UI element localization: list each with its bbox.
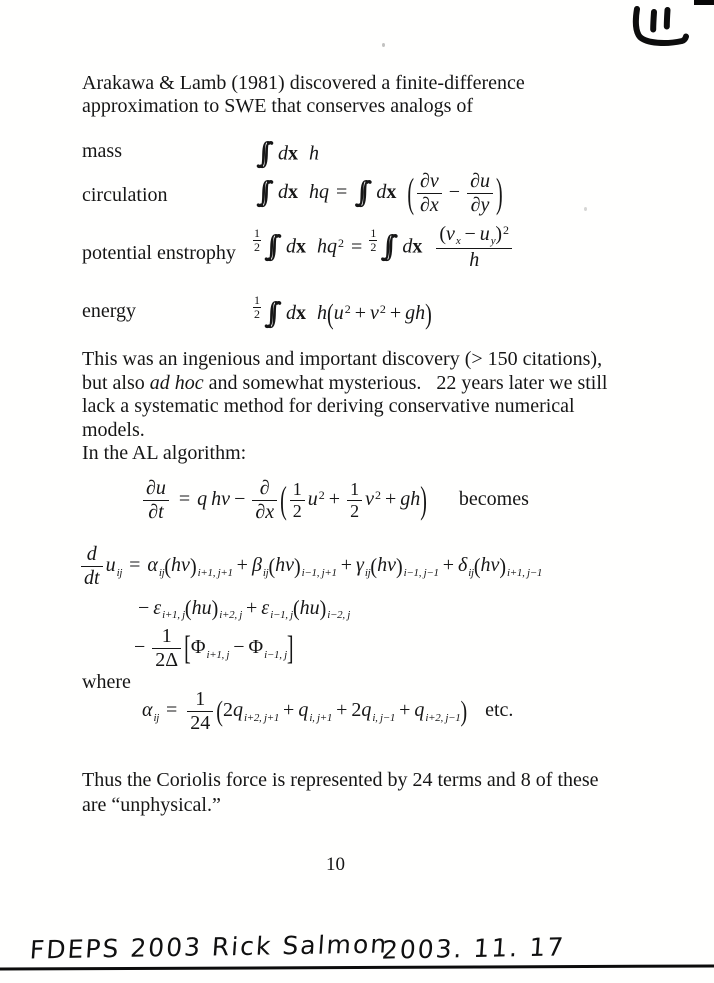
math-token: u	[479, 223, 490, 245]
etc-label: etc.	[485, 699, 514, 722]
layout-element	[436, 224, 512, 248]
math-token: +	[246, 597, 258, 619]
math-token: q	[298, 699, 309, 722]
math-token: 2	[370, 240, 377, 255]
math-token: ∂v	[420, 170, 439, 192]
math-token: 2	[290, 500, 305, 521]
math-token: d	[278, 181, 289, 204]
math-token: u	[333, 302, 344, 325]
math-token: 1	[292, 479, 302, 500]
math-token: but also	[82, 371, 150, 394]
footer-author-handwriting: Rick Salmon	[210, 929, 390, 962]
intro-line-1: Arakawa & Lamb (1981) discovered a finite-difference	[82, 72, 525, 94]
math-token: ε	[153, 597, 162, 619]
math-token: d	[86, 543, 97, 565]
double-integral-symbol: ∫∫	[264, 229, 270, 263]
footer-event-handwriting: FDEPS 2003	[28, 932, 204, 965]
math-token: d	[402, 235, 413, 258]
equation-expansion-line-2	[134, 597, 350, 621]
row-label-circulation: circulation	[82, 184, 168, 206]
math-token: i+2, j	[219, 609, 243, 622]
math-token: ij	[262, 566, 269, 579]
formula-mass	[256, 136, 319, 170]
ad-hoc-italic: ad hoc	[149, 371, 204, 394]
math-token: x	[296, 302, 307, 325]
equation-al-momentum	[140, 478, 529, 523]
math-token: +	[340, 554, 353, 577]
math-token: 2	[254, 306, 260, 321]
intro-paragraph	[82, 72, 525, 118]
math-token: x	[296, 235, 307, 258]
math-token: x	[412, 235, 423, 258]
math-token: +	[389, 302, 402, 325]
math-token: i+1, j	[206, 648, 230, 661]
equation-expansion-line-1	[78, 544, 542, 589]
math-token: ij	[116, 566, 123, 579]
where-label: where	[82, 671, 131, 693]
math-token: )	[319, 597, 327, 622]
becomes-label: becomes	[458, 488, 529, 511]
math-token: )	[189, 554, 197, 579]
math-token: 1	[370, 226, 377, 241]
math-token: i+1, j+1	[197, 566, 233, 579]
math-token: q	[197, 488, 208, 511]
math-token: ∂u	[146, 477, 166, 499]
math-token: i+2, j−1	[425, 711, 461, 724]
math-token: =	[129, 554, 141, 577]
math-token: gh	[400, 488, 421, 511]
math-token: hv	[480, 554, 500, 577]
math-token: =	[336, 181, 348, 204]
math-token: 1	[254, 226, 260, 241]
math-token: hq	[317, 235, 338, 258]
math-token: 24	[187, 711, 213, 735]
math-token: α	[147, 554, 158, 577]
double-integral-symbol: ∫∫	[380, 229, 387, 263]
math-token: 2	[347, 500, 362, 521]
open-paren: (	[280, 479, 287, 522]
layout-element	[252, 478, 277, 523]
math-token: Φ	[248, 636, 264, 659]
layout-element	[667, 10, 668, 27]
formula-energy	[253, 294, 432, 330]
math-token: hv	[275, 554, 294, 577]
close-paren: )	[495, 171, 503, 217]
math-token: ij	[364, 566, 371, 579]
layout-element	[143, 478, 169, 523]
math-token: x	[455, 235, 461, 248]
open-paren: (	[216, 695, 223, 728]
math-token: 2	[318, 488, 325, 503]
math-token: 2	[351, 699, 362, 722]
math-token: +	[384, 488, 397, 511]
math-token: +	[328, 488, 341, 511]
math-token: 2	[338, 235, 345, 250]
para2-line-4: models.	[82, 418, 145, 441]
layout-element	[187, 689, 213, 734]
math-token: ∂t	[143, 500, 169, 524]
math-token: −	[134, 636, 146, 659]
math-token: x	[288, 181, 299, 204]
math-token: −	[448, 181, 461, 204]
math-token: +	[354, 302, 366, 325]
open-paren: (	[407, 171, 415, 217]
math-token: d	[278, 142, 289, 165]
math-token: −	[234, 488, 246, 511]
formula-potential-enstrophy	[253, 224, 515, 272]
math-token: x	[288, 142, 299, 165]
closing-line-2: are “unphysical.”	[82, 793, 221, 816]
math-token: d	[286, 235, 297, 258]
math-token: ij	[153, 711, 160, 724]
math-token: =	[166, 699, 178, 722]
footer-underline	[0, 964, 714, 970]
math-token: ∂	[259, 477, 270, 499]
close-paren: )	[425, 298, 432, 331]
math-token: i−1, j	[264, 648, 287, 661]
math-token: =	[178, 488, 191, 511]
math-token: i−1, j+1	[301, 566, 337, 579]
math-token: q	[414, 699, 425, 722]
math-token: Φ	[190, 636, 206, 659]
math-token: −	[138, 597, 150, 619]
math-token: +	[336, 699, 348, 722]
math-token: 2	[222, 699, 233, 722]
math-token: hq	[309, 181, 330, 204]
math-token: ∂x	[252, 500, 277, 524]
row-label-potential-enstrophy: potential enstrophy	[82, 242, 236, 264]
math-token: (	[370, 554, 378, 579]
math-token: i+2, j+1	[243, 711, 280, 724]
handwritten-corner-mark-icon	[630, 6, 692, 52]
math-token: 2Δ	[152, 648, 181, 672]
math-token: +	[236, 554, 248, 577]
math-token: )	[294, 554, 301, 579]
row-label-energy: energy	[82, 300, 137, 322]
double-integral-symbol: ∫∫	[264, 295, 270, 330]
math-token: ∂x	[417, 193, 442, 217]
math-token: 2	[379, 302, 386, 317]
math-token: u	[105, 554, 116, 577]
math-token: h	[436, 248, 512, 272]
math-token: 1	[195, 688, 206, 710]
layout-element	[347, 480, 362, 521]
math-token: +	[442, 554, 454, 577]
math-token: 2	[503, 223, 510, 237]
layout-element	[290, 480, 305, 521]
math-token: hv	[211, 488, 231, 511]
layout-element	[636, 9, 686, 43]
math-token: y	[490, 235, 496, 248]
para2-line-5: In the AL algorithm:	[82, 442, 247, 464]
math-token: =	[351, 235, 363, 258]
scan-speck	[584, 207, 587, 211]
math-token: i+1, j−1	[507, 566, 543, 579]
layout-element	[369, 227, 377, 254]
layout-element	[81, 544, 103, 589]
math-token: h	[309, 142, 320, 165]
discussion-paragraph	[82, 348, 607, 466]
row-label-mass: mass	[82, 140, 122, 162]
layout-element	[467, 171, 493, 216]
math-token: d	[286, 302, 297, 325]
math-token: )	[211, 597, 219, 622]
math-token: dt	[81, 566, 103, 590]
math-token: i−1, j−1	[403, 566, 439, 579]
math-token: β	[251, 554, 262, 577]
math-token: 2	[344, 302, 351, 317]
layout-element	[253, 294, 261, 321]
math-token: (	[184, 597, 192, 622]
math-token: )	[395, 554, 403, 579]
scan-speck	[382, 43, 385, 47]
formula-circulation	[256, 171, 503, 216]
math-token: 2	[374, 488, 381, 503]
math-token: 2	[254, 240, 260, 255]
math-token: q	[232, 699, 243, 722]
math-token: )	[499, 554, 507, 579]
math-token: +	[283, 699, 295, 722]
close-paren: )	[460, 695, 468, 728]
math-token: )	[495, 223, 503, 245]
math-token: u	[307, 488, 318, 511]
math-token: hu	[191, 597, 212, 619]
para2-line-2	[82, 372, 607, 396]
math-token: ε	[261, 597, 270, 619]
math-token: hv	[377, 554, 396, 577]
math-token: (	[164, 554, 172, 579]
math-token: (	[439, 223, 447, 245]
math-token: (	[473, 554, 481, 579]
layout-element	[653, 12, 654, 30]
layout-element	[417, 171, 442, 216]
math-token: ij	[158, 566, 165, 579]
math-token: ∂y	[467, 193, 493, 217]
open-bracket: [	[184, 629, 191, 668]
math-token: 1	[161, 625, 172, 647]
math-token: α	[142, 699, 153, 722]
math-token: γ	[356, 554, 364, 577]
equation-expansion-line-3	[130, 626, 294, 671]
math-token: x	[386, 181, 397, 204]
math-token: h	[317, 302, 328, 325]
math-token: q	[361, 699, 372, 722]
math-token: (	[268, 554, 276, 579]
math-token: i, j−1	[372, 711, 396, 724]
math-token: hv	[171, 554, 190, 577]
math-token: i+1, j	[162, 609, 185, 622]
equation-alpha-coefficient	[142, 689, 513, 734]
math-token: −	[233, 636, 245, 659]
layout-element	[436, 224, 512, 272]
math-token: 1	[254, 293, 260, 307]
math-token: δ	[458, 554, 468, 577]
para2-line-3: lack a systematic method for deriving conservative numerical	[82, 395, 575, 417]
math-token: i−2, j	[327, 609, 351, 622]
closing-paragraph	[82, 768, 599, 817]
math-token: −	[464, 223, 476, 245]
double-integral-symbol: ∫∫	[256, 174, 262, 209]
math-token: ij	[468, 566, 474, 579]
math-token: v	[369, 302, 379, 325]
para2-line-1: This was an ingenious and important discovery (> 150 citations),	[82, 348, 603, 370]
footer-date-handwriting: 2003. 11. 17	[380, 932, 567, 965]
math-token: +	[399, 699, 411, 722]
math-token: i, j+1	[309, 711, 333, 724]
math-token: v	[365, 488, 374, 511]
math-token: v	[446, 223, 455, 245]
math-token: 1	[350, 479, 360, 500]
math-token: (	[292, 597, 300, 622]
close-bracket: ]	[286, 629, 294, 668]
double-integral-symbol: ∫∫	[256, 136, 262, 170]
scanner-edge-artifact	[694, 0, 714, 5]
math-token: d	[376, 181, 387, 204]
math-token: i−1, j	[270, 609, 293, 622]
page-number: 10	[326, 854, 345, 875]
math-token: and somewhat mysterious. 22 years later we still	[203, 371, 608, 394]
layout-element	[253, 227, 261, 254]
math-token: ∂u	[470, 170, 490, 192]
math-token: hu	[299, 597, 320, 619]
closing-line-1: Thus the Coriolis force is represented by 24 terms and 8 of these	[82, 769, 599, 791]
math-token: gh	[405, 302, 426, 325]
close-paren: )	[420, 479, 427, 522]
double-integral-symbol: ∫∫	[354, 174, 361, 209]
intro-line-2: approximation to SWE that conserves analogs of	[82, 95, 474, 117]
layout-element	[152, 626, 181, 671]
open-paren: (	[327, 298, 334, 331]
